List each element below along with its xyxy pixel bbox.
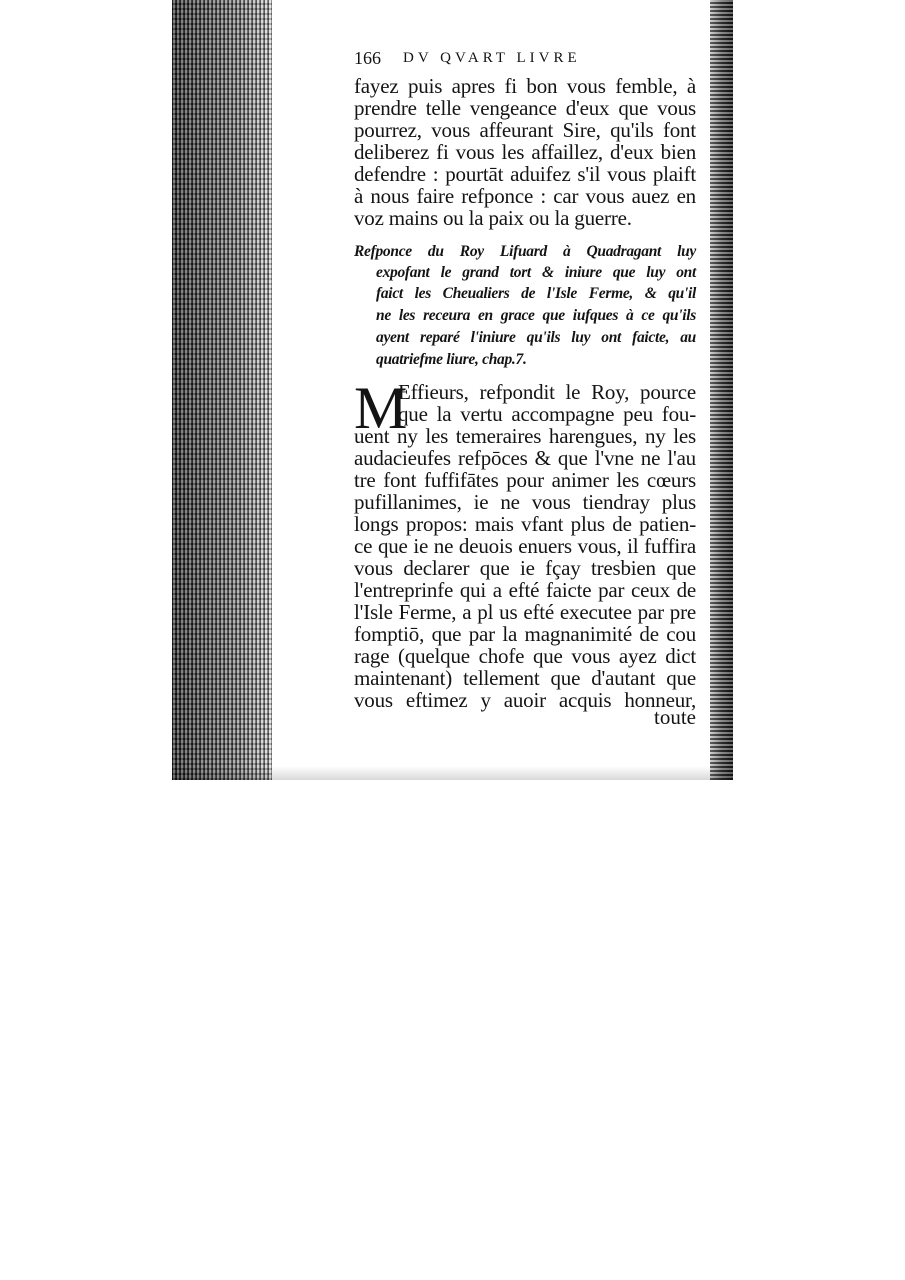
chapter-rubric-line: faict les Cheualiers de l'Isle Ferme, & qu'il (376, 285, 696, 302)
chapter-rubric-line: expofant le grand tort & iniure que luy ont (376, 264, 696, 281)
text-line: longs propos: mais vfant plus de patien- (354, 512, 696, 536)
text-line: maintenant) tellement que d'autant que (354, 666, 696, 690)
text-line: fomptiō, que par la magnanimité de cou (354, 622, 696, 646)
page-edge-shadow (710, 0, 733, 780)
chapter-rubric-line: quatriefme liure, chap.7. (376, 351, 527, 368)
text-line: tre font fuffifātes pour animer les cœurs (354, 468, 696, 492)
page-number: 166 (354, 48, 381, 68)
chapter-rubric-line: ayent reparé l'iniure qu'ils luy ont faicte, au (376, 329, 696, 346)
text-line: ce que ie ne deuois enuers vous, il fuffira (354, 534, 696, 558)
text-line: que la vertu accompagne peu fou- (398, 402, 696, 426)
text-line: pourrez, vous affeurant Sire, qu'ils font (354, 118, 696, 142)
text-line: rage (quelque chofe que vous ayez dict (354, 644, 696, 668)
text-line: l'entreprinfe qui a efté faicte par ceux de (354, 578, 696, 602)
catchword: toute (654, 705, 696, 729)
chapter-rubric-line: ne les receura en grace que iufques à ce qu'ils (376, 307, 696, 324)
text-line: deliberez fi vous les affaillez, d'eux bien (354, 140, 696, 164)
text-line: fayez puis apres fi bon vous femble, à (354, 74, 696, 98)
text-line: pufillanimes, ie ne vous tiendray plus (354, 490, 696, 514)
drop-cap: M (354, 375, 408, 441)
chapter-rubric-line: Refponce du Roy Lifuard à Quadragant luy (354, 243, 696, 260)
text-line: voz mains ou la paix ou la guerre. (354, 206, 632, 230)
page-bottom-edge (172, 766, 733, 780)
text-line: vous eftimez y auoir acquis honneur, (354, 688, 696, 712)
book-gutter-shadow (172, 0, 272, 780)
page-header (354, 48, 696, 68)
text-line: l'Isle Ferme, a pl us efté executee par pre (354, 600, 696, 624)
running-head: DV QVART LIVRE (403, 50, 581, 66)
text-line: defendre : pourtāt aduifez s'il vous plaift (354, 162, 696, 186)
text-line: vous declarer que ie fçay tresbien que (354, 556, 696, 580)
text-line: uent ny les temeraires harengues, ny les (354, 424, 696, 448)
text-line: prendre telle vengeance d'eux que vous (354, 96, 696, 120)
text-line: Effieurs, refpondit le Roy, pource (398, 380, 696, 404)
text-line: audacieufes refpōces & que l'vne ne l'au (354, 446, 696, 470)
text-line: à nous faire refponce : car vous auez en (354, 184, 696, 208)
